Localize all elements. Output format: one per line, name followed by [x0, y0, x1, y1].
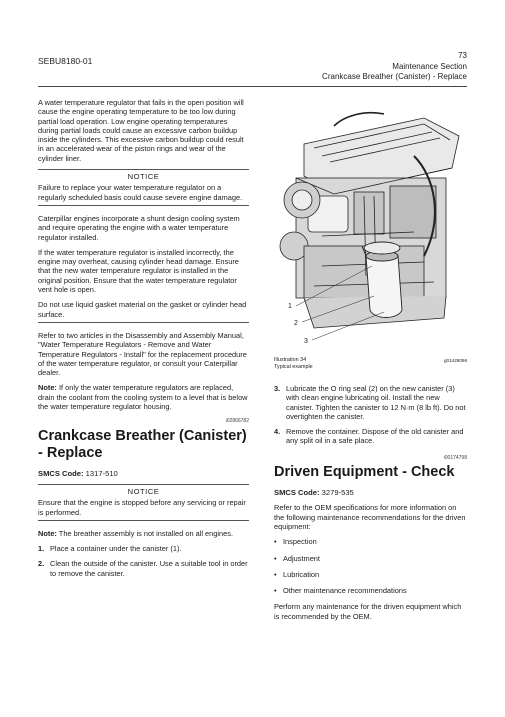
smcs-value: 1317-510 [83, 468, 118, 478]
list-item: • Lubrication [274, 569, 320, 579]
engine-illustration [274, 96, 467, 350]
note-label: Note: [38, 528, 57, 538]
step-item [274, 384, 467, 421]
step-item [38, 559, 249, 578]
running-header [322, 51, 467, 83]
callout-3: 3 [304, 338, 308, 345]
illustration-sub: Typical example [274, 364, 313, 370]
document-id: SEBU8180-01 [38, 56, 93, 66]
list-item: • Inspection [274, 537, 317, 547]
note-text: The breather assembly is not installed on all engines. [56, 528, 233, 538]
notice-rule [38, 520, 249, 521]
paragraph: If the water temperature regulator is installed incorrectly, the engine may overheat, causing cylinder head damage. Ensure that the new water temperature regulator is installed in the original position. Ensure that the water temperature regulator vent hole is open. [38, 247, 239, 295]
note-text: If only the water temperature regulators are replaced, drain the coolant from the cooling system to a level that is below the water temperature regulator housing. [38, 383, 248, 412]
section-heading: Crankcase Breather (Canister) - Replace [38, 427, 247, 461]
callout-2: 2 [294, 320, 298, 327]
note-label: Note: [38, 383, 57, 393]
illustration-id: g01428096 [444, 358, 467, 363]
step-number: 4. [274, 427, 281, 437]
topic-name: Crankcase Breather (Canister) - Replace [322, 72, 467, 81]
step-item [38, 544, 249, 553]
notice-text: Failure to replace your water temperature regulator on a regularly scheduled basis could cause severe engine damage. [38, 183, 243, 202]
callout-1: 1 [288, 303, 292, 310]
smcs-value: 3279-535 [319, 488, 354, 498]
notice-rule [38, 484, 249, 485]
list-text: Lubrication [283, 569, 320, 579]
paragraph: Refer to two articles in the Disassembly and Assembly Manual, "Water Temperature Regulators - Remove and Water Temperature Regulators - Install" for the replacement procedure of the water temperature regulator, or consult your Caterpillar dealer. [38, 330, 247, 378]
note [38, 383, 249, 411]
smcs-label: SMCS Code: [38, 468, 84, 478]
header-rule [38, 86, 467, 87]
notice-rule [38, 169, 249, 170]
step-text: Place a container under the canister (1). [50, 544, 182, 554]
notice-title: NOTICE [127, 172, 160, 182]
step-text: Remove the container. Dispose of the old canister and any split oil in a safe place. [286, 427, 464, 446]
page-number: 73 [458, 51, 467, 60]
reference-id: i02866782 [225, 418, 249, 425]
paragraph: Caterpillar engines incorporate a shunt design cooling system and require operating the engine with a water temperature regulator installed. [38, 213, 240, 242]
notice-title: NOTICE [127, 486, 160, 496]
notice-text: Ensure that the engine is stopped before any servicing or repair is performed. [38, 498, 246, 517]
step-text: Clean the outside of the canister. Use a suitable tool in order to remove the canister. [50, 559, 248, 578]
note [38, 529, 249, 538]
paragraph: Perform any maintenance for the driven equipment which is recommended by the OEM. [274, 602, 462, 621]
step-number: 3. [274, 384, 281, 393]
step-item [274, 427, 467, 446]
list-item: • Other maintenance recommendations [274, 586, 407, 596]
step-text: Lubricate the O ring seal (2) on the new canister (3) with clean engine lubricating oil. Install the new canister. Tighten the canister to 12 N·m (8 lb ft). Do not overtighten the canister. [286, 384, 466, 421]
list-text: Other maintenance recommendations [283, 586, 407, 596]
list-text: Adjustment [283, 553, 320, 563]
section-name: Maintenance Section [392, 61, 467, 71]
illustration-label: Illustration 34 [274, 357, 307, 363]
paragraph: Do not use liquid gasket material on the gasket or cylinder head surface. [38, 300, 247, 319]
illustration-caption [274, 357, 467, 371]
smcs-label: SMCS Code: [274, 488, 320, 498]
reference-id: i00174798 [443, 454, 467, 461]
step-number: 1. [38, 544, 45, 554]
list-text: Inspection [283, 537, 317, 547]
smcs-code [38, 469, 249, 478]
smcs-code [274, 488, 467, 497]
notice-rule [38, 322, 249, 323]
left-column [38, 98, 249, 584]
list-item: • Adjustment [274, 553, 320, 563]
right-column [274, 384, 467, 627]
paragraph: Refer to the OEM specifications for more information on the following maintenance recommendations for the driven equipment: [274, 503, 466, 531]
step-number: 2. [38, 559, 45, 569]
section-heading: Driven Equipment - Check [274, 464, 455, 481]
paragraph: A water temperature regulator that fails in the open position will cause the engine operating temperature to be too low during partial load operation. Low engine operating temperatures during partial loads could cause an excessive carbon buildup inside the cylinders. This excessive carbon buildup could result in an accelerated wear of the piston rings and wear of the cylinder liner. [38, 98, 244, 163]
notice-rule [38, 205, 249, 206]
